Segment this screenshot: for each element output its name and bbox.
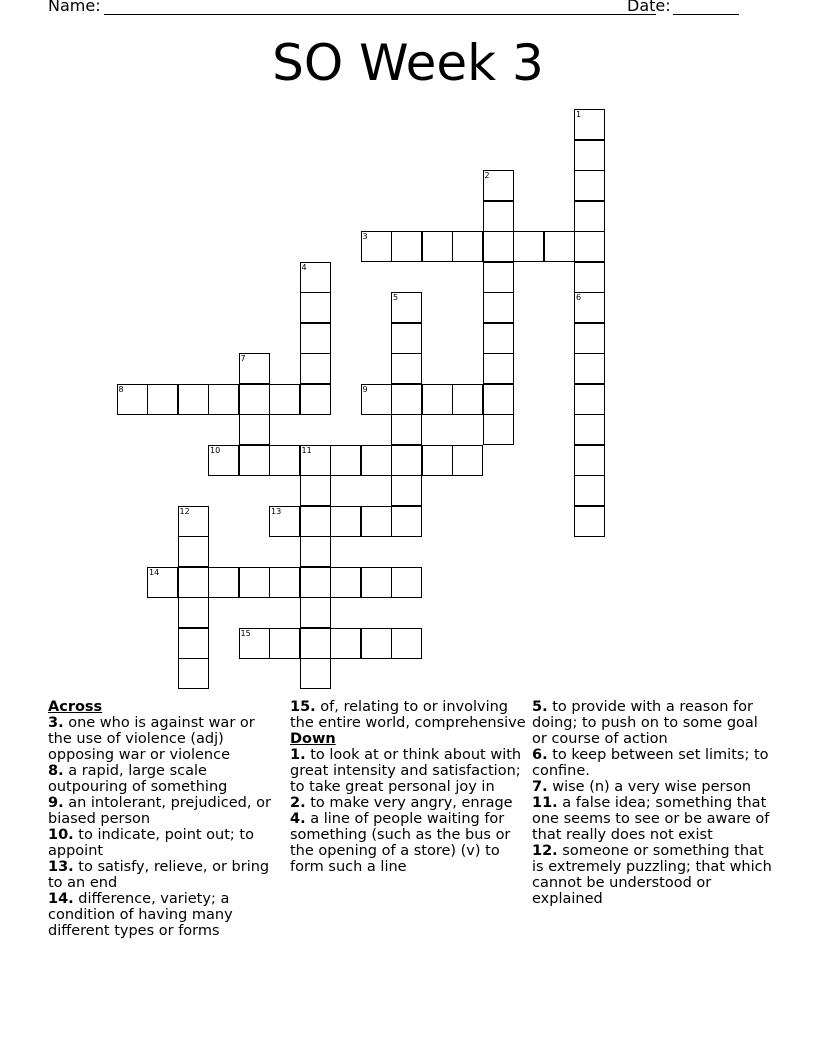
crossword-cell[interactable] (208, 567, 239, 598)
cell-number: 3 (362, 232, 368, 241)
clue-text: to keep between set limits; to confine. (532, 747, 769, 779)
cell-number: 7 (240, 354, 246, 363)
crossword-cell[interactable] (239, 384, 270, 415)
crossword-cell[interactable] (300, 353, 331, 384)
clue-text: to satisfy, relieve, or bring to an end (48, 859, 270, 891)
cell-number: 14 (149, 567, 160, 577)
crossword-cell[interactable] (391, 323, 422, 354)
crossword-cell[interactable] (574, 170, 605, 201)
crossword-cell[interactable] (330, 628, 361, 659)
crossword-cell[interactable] (239, 414, 270, 445)
crossword-cell[interactable] (239, 445, 270, 476)
crossword-cell[interactable] (422, 384, 453, 415)
clue-number: 4. (290, 811, 306, 827)
crossword-cell[interactable] (574, 140, 605, 171)
crossword-cell[interactable] (483, 262, 514, 293)
clue-down-12 (532, 843, 772, 907)
clue-across-9 (48, 795, 280, 827)
clues-column-2 (290, 699, 526, 875)
clue-across-13 (48, 859, 280, 891)
clue-text: to make very angry, enrage (310, 795, 513, 811)
crossword-cell[interactable] (361, 384, 392, 415)
clue-down-2 (290, 795, 526, 811)
crossword-cell[interactable] (574, 353, 605, 384)
cell-number: 11 (301, 445, 312, 455)
crossword-cell[interactable] (178, 384, 209, 415)
clue-text: to provide with a reason for doing; to push on to some goal or course of action (532, 699, 758, 747)
crossword-cell[interactable] (147, 567, 178, 598)
page-title: SO Week 3 (272, 34, 544, 92)
clues-column-1 (48, 699, 280, 939)
clue-number: 15. (290, 699, 316, 715)
clue-number: 9. (48, 795, 64, 811)
crossword-cell[interactable] (269, 628, 300, 659)
clue-across-15 (290, 699, 526, 731)
clue-down-11 (532, 795, 772, 843)
crossword-cell[interactable] (208, 384, 239, 415)
crossword-cell[interactable] (391, 414, 422, 445)
clue-number: 2. (290, 795, 306, 811)
clue-text: to look at or think about with great intensity and satisfaction; to take great personal joy in (290, 747, 522, 795)
crossword-cell[interactable] (239, 353, 270, 384)
crossword-cell[interactable] (361, 567, 392, 598)
crossword-cell[interactable] (483, 170, 514, 201)
clue-number: 7. (532, 779, 548, 795)
crossword-cell[interactable] (300, 262, 331, 293)
crossword-cell[interactable] (574, 231, 605, 262)
crossword-cell[interactable] (391, 292, 422, 323)
clue-text: an intolerant, prejudiced, or biased person (48, 795, 271, 827)
crossword-cell[interactable] (574, 414, 605, 445)
crossword-cell[interactable] (544, 231, 575, 262)
across-heading: Across (48, 699, 103, 715)
crossword-cell[interactable] (300, 506, 331, 537)
clue-down-4 (290, 811, 526, 875)
crossword-cell[interactable] (574, 109, 605, 140)
cell-number: 1 (576, 110, 582, 119)
crossword-cell[interactable] (483, 231, 514, 262)
crossword-cell[interactable] (452, 231, 483, 262)
clue-down-1 (290, 747, 526, 795)
crossword-cell[interactable] (269, 506, 300, 537)
crossword-cell[interactable] (422, 445, 453, 476)
crossword-cell[interactable] (361, 231, 392, 262)
crossword-cell[interactable] (239, 628, 270, 659)
crossword-cell[interactable] (178, 536, 209, 567)
name-label: Name: (48, 0, 101, 15)
clue-number: 10. (48, 827, 74, 843)
crossword-cell[interactable] (178, 567, 209, 598)
date-label: Date: (627, 0, 671, 15)
crossword-cell[interactable] (483, 323, 514, 354)
crossword-cell[interactable] (330, 506, 361, 537)
cell-number: 9 (362, 384, 368, 394)
cell-number: 2 (484, 171, 490, 180)
crossword-cell[interactable] (178, 658, 209, 689)
clue-text: a line of people waiting for something (such as the bus or the opening of a store) (v) to form such a line (290, 811, 511, 875)
clue-text: a false idea; something that one seems to see or be aware of that really does not exist (532, 795, 770, 843)
crossword-cell[interactable] (574, 292, 605, 323)
clue-across-3 (48, 715, 280, 763)
crossword-cell[interactable] (513, 231, 544, 262)
crossword-cell[interactable] (391, 445, 422, 476)
clue-across-10 (48, 827, 280, 859)
crossword-cell[interactable] (300, 567, 331, 598)
crossword-cell[interactable] (391, 353, 422, 384)
crossword-cell[interactable] (300, 536, 331, 567)
crossword-cell[interactable] (300, 597, 331, 628)
clue-number: 1. (290, 747, 306, 763)
clue-down-6 (532, 747, 772, 779)
crossword-cell[interactable] (208, 445, 239, 476)
crossword-cell[interactable] (300, 658, 331, 689)
clue-text: one who is against war or the use of violence (adj) opposing war or violence (48, 715, 255, 763)
clue-across-8 (48, 763, 280, 795)
clue-text: wise (n) a very wise person (552, 779, 752, 795)
crossword-cell[interactable] (574, 506, 605, 537)
clue-down-7 (532, 779, 772, 795)
crossword-cell[interactable] (574, 201, 605, 232)
cell-number: 8 (118, 384, 124, 394)
crossword-cell[interactable] (452, 445, 483, 476)
crossword-cell[interactable] (300, 292, 331, 323)
cell-number: 15 (240, 628, 251, 638)
crossword-cell[interactable] (574, 445, 605, 476)
clue-text: someone or something that is extremely puzzling; that which cannot be understood or explained (532, 843, 772, 907)
cell-number: 6 (576, 293, 582, 302)
crossword-cell[interactable] (391, 567, 422, 598)
down-heading: Down (290, 731, 336, 747)
crossword-cell[interactable] (269, 567, 300, 598)
crossword-cell[interactable] (300, 323, 331, 354)
crossword-cell[interactable] (300, 628, 331, 659)
clue-text: difference, variety; a condition of having many different types or forms (48, 891, 233, 939)
crossword-cell[interactable] (483, 292, 514, 323)
crossword-cell[interactable] (574, 323, 605, 354)
crossword-cell[interactable] (361, 506, 392, 537)
crossword-cell[interactable] (574, 262, 605, 293)
crossword-cell[interactable] (391, 384, 422, 415)
crossword-cell[interactable] (422, 231, 453, 262)
cell-number: 12 (179, 506, 190, 516)
crossword-cell[interactable] (178, 628, 209, 659)
crossword-cell[interactable] (391, 475, 422, 506)
clue-down-5 (532, 699, 772, 747)
crossword-cell[interactable] (574, 384, 605, 415)
crossword-cell[interactable] (147, 384, 178, 415)
crossword-cell[interactable] (483, 201, 514, 232)
crossword-cell[interactable] (178, 506, 209, 537)
clue-number: 6. (532, 747, 548, 763)
clue-text: to indicate, point out; to appoint (48, 827, 254, 859)
crossword-cell[interactable] (361, 628, 392, 659)
crossword-cell[interactable] (269, 384, 300, 415)
crossword-cell[interactable] (483, 414, 514, 445)
clue-across-14 (48, 891, 280, 939)
clue-number: 14. (48, 891, 74, 907)
crossword-cell[interactable] (239, 567, 270, 598)
crossword-cell[interactable] (391, 628, 422, 659)
clues-column-3 (532, 699, 772, 907)
clue-number: 12. (532, 843, 558, 859)
crossword-cell[interactable] (391, 506, 422, 537)
crossword-cell[interactable] (269, 445, 300, 476)
crossword-cell[interactable] (178, 597, 209, 628)
crossword-cell[interactable] (330, 445, 361, 476)
cell-number: 4 (301, 262, 307, 272)
clue-text: of, relating to or involving the entire world, comprehensive (290, 699, 526, 731)
cell-number: 13 (271, 506, 282, 516)
cell-number: 10 (210, 445, 221, 455)
crossword-cell[interactable] (483, 353, 514, 384)
crossword-cell[interactable] (330, 567, 361, 598)
clue-number: 5. (532, 699, 548, 715)
crossword-cell[interactable] (574, 475, 605, 506)
clue-text: a rapid, large scale outpouring of something (48, 763, 228, 795)
crossword-cell[interactable] (483, 384, 514, 415)
cell-number: 5 (393, 293, 399, 302)
crossword-cell[interactable] (117, 384, 148, 415)
crossword-cell[interactable] (391, 231, 422, 262)
crossword-cell[interactable] (452, 384, 483, 415)
clue-number: 13. (48, 859, 74, 875)
crossword-cell[interactable] (300, 475, 331, 506)
clue-number: 8. (48, 763, 64, 779)
clue-number: 11. (532, 795, 558, 811)
crossword-cell[interactable] (300, 445, 331, 476)
crossword-cell[interactable] (300, 384, 331, 415)
clue-number: 3. (48, 715, 64, 731)
crossword-cell[interactable] (361, 445, 392, 476)
